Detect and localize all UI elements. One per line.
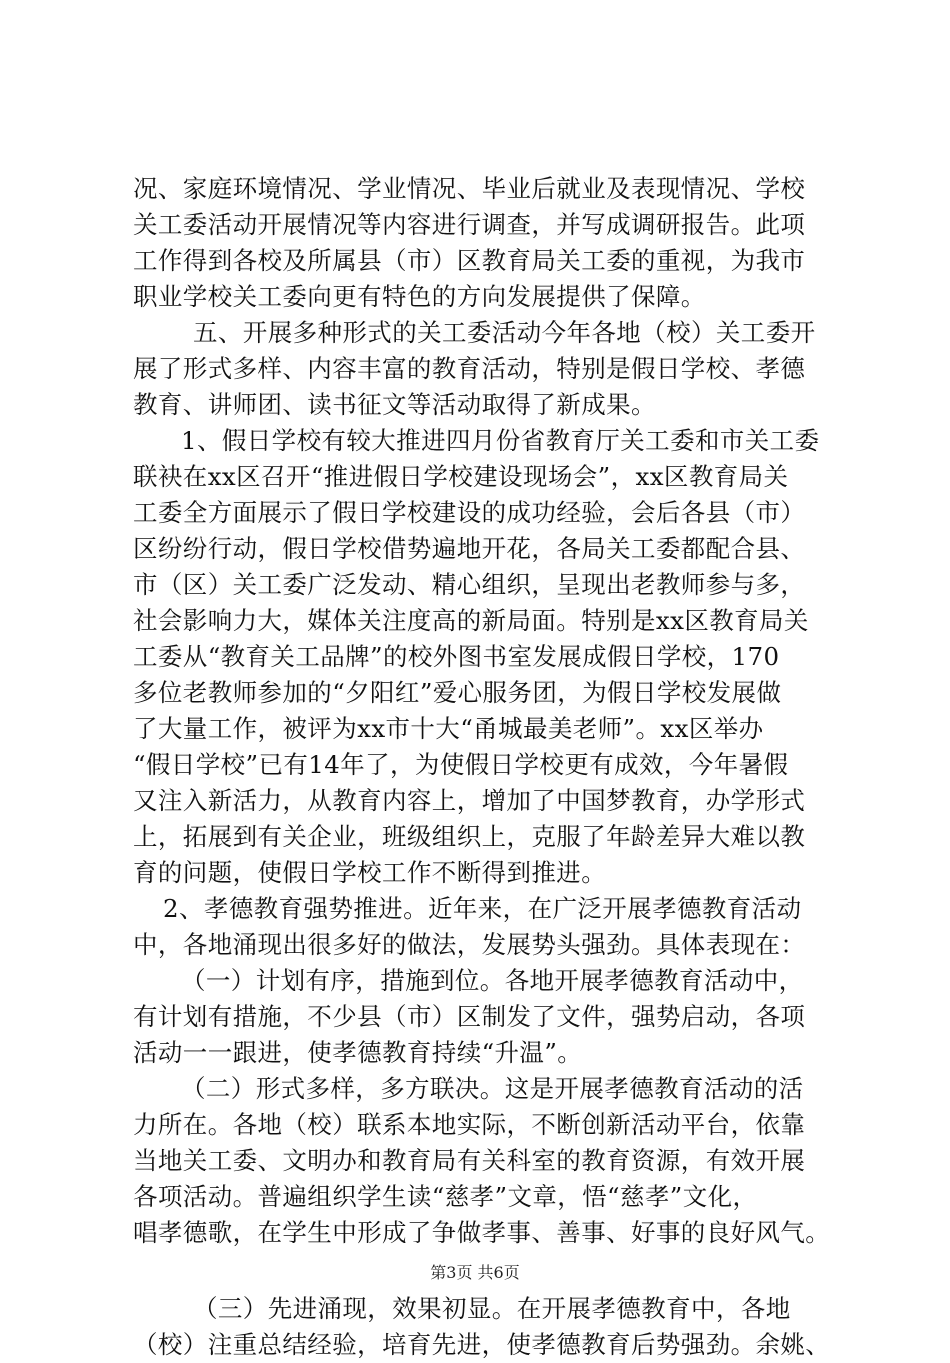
text-line: 了大量工作，被评为xx市十大“甬城最美老师”。xx区举办 <box>133 714 764 743</box>
text-line: （三）先进涌现，效果初显。在开展孝德教育中，各地 <box>193 1294 791 1323</box>
paragraph-point-three <box>133 1291 833 1363</box>
text-line: 工作得到各校及所属县（市）区教育局关工委的重视，为我市 <box>133 246 806 275</box>
text-line: 各项活动。普遍组织学生读“慈孝”文章，悟“慈孝”文化， <box>133 1182 758 1211</box>
text-line: 力所在。各地（校）联系本地实际，不断创新活动平台，依靠 <box>133 1110 806 1139</box>
paragraph-continuation <box>133 171 833 315</box>
text-line: 职业学校关工委向更有特色的方向发展提供了保障。 <box>133 282 706 311</box>
text-line: 多位老教师参加的“夕阳红”爱心服务团，为假日学校发展做 <box>133 678 782 707</box>
text-line: （二）形式多样，多方联决。这是开展孝德教育活动的活 <box>181 1074 804 1103</box>
text-line: 市（区）关工委广泛发动、精心组织，呈现出老教师参与多， <box>133 570 806 599</box>
text-line: 2、孝德教育强势推进。近年来，在广泛开展孝德教育活动 <box>163 894 802 923</box>
text-line: 当地关工委、文明办和教育局有关科室的教育资源，有效开展 <box>133 1146 806 1175</box>
text-line: 工委全方面展示了假日学校建设的成功经验，会后各县（市） <box>133 498 806 527</box>
text-line: 1、假日学校有较大推进四月份省教育厅关工委和市关工委 <box>181 426 820 455</box>
text-line: 展了形式多样、内容丰富的教育活动，特别是假日学校、孝德 <box>133 354 806 383</box>
text-line: （一）计划有序，措施到位。各地开展孝德教育活动中， <box>181 966 804 995</box>
paragraph-holiday-school <box>133 423 833 891</box>
text-line: 有计划有措施，不少县（市）区制发了文件，强势启动，各项 <box>133 1002 806 1031</box>
text-line: 关工委活动开展情况等内容进行调查，并写成调研报告。此项 <box>133 210 806 239</box>
text-line: 况、家庭环境情况、学业情况、毕业后就业及表现情况、学校 <box>133 174 806 203</box>
page-number-footer: 第3页 共6页 <box>430 1263 520 1282</box>
paragraph-section-five <box>133 315 833 423</box>
paragraph-point-two <box>133 1071 833 1251</box>
text-line: 唱孝德歌，在学生中形成了争做孝事、善事、好事的良好风气。 <box>133 1218 831 1247</box>
text-line: 活动一一跟进，使孝德教育持续“升温”。 <box>133 1038 583 1067</box>
text-line: 区纷纷行动，假日学校借势遍地开花，各局关工委都配合县、 <box>133 534 806 563</box>
text-line: 又注入新活力，从教育内容上，增加了中国梦教育，办学形式 <box>133 786 806 815</box>
document-body <box>133 171 833 1363</box>
text-line: （校）注重总结经验，培育先进，使孝德教育后势强劲。余姚、 <box>133 1330 831 1359</box>
text-line: 教育、讲师团、读书征文等活动取得了新成果。 <box>133 390 656 419</box>
text-line: 上，拓展到有关企业，班级组织上，克服了年龄差异大难以教 <box>133 822 806 851</box>
text-line: “假日学校”已有14年了，为使假日学校更有成效，今年暑假 <box>133 750 789 779</box>
text-line: 工委从“教育关工品牌”的校外图书室发展成假日学校，170 <box>133 642 780 671</box>
text-line: 中，各地涌现出很多好的做法，发展势头强劲。具体表现在： <box>133 930 806 959</box>
text-line: 社会影响力大，媒体关注度高的新局面。特别是xx区教育局关 <box>133 606 809 635</box>
paragraph-point-one <box>133 963 833 1071</box>
text-line: 五、开展多种形式的关工委活动今年各地（校）关工委开 <box>193 318 816 347</box>
text-line: 联袂在xx区召开“推进假日学校建设现场会”，xx区教育局关 <box>133 462 789 491</box>
paragraph-filial-piety <box>133 891 833 963</box>
text-line: 育的问题，使假日学校工作不断得到推进。 <box>133 858 607 887</box>
